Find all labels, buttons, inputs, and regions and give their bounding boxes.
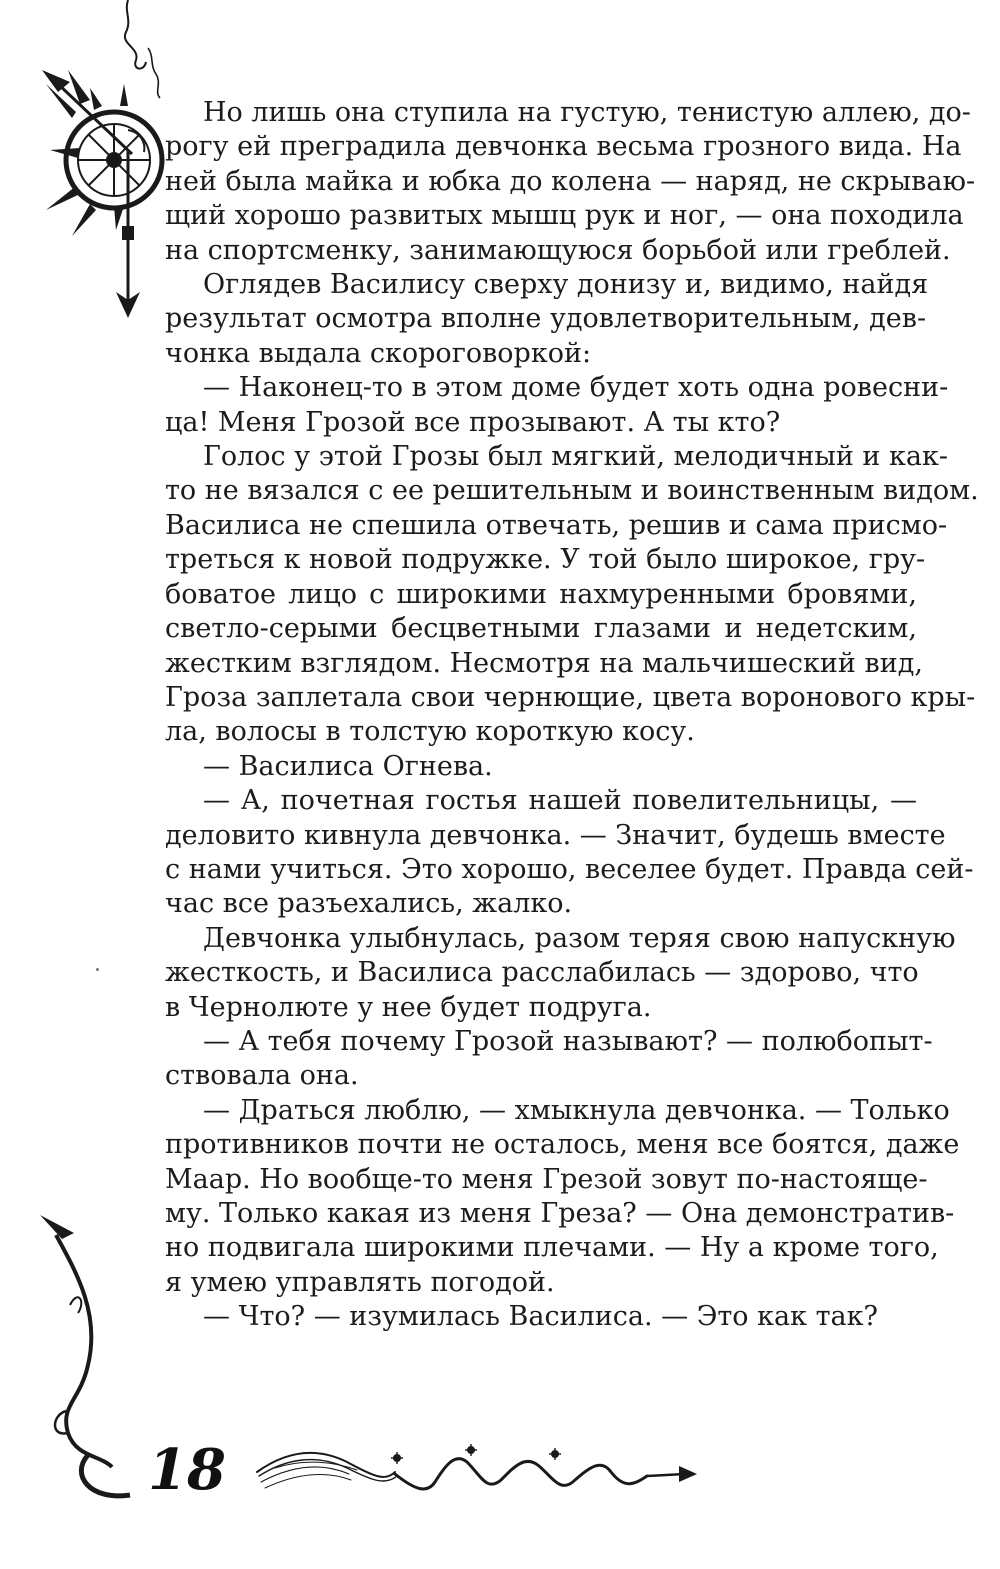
text-line: на спортсменку, занимающуюся борьбой или греблей. bbox=[165, 234, 951, 266]
text-line: Маар. Но вообще-то меня Грезой зовут по-настояще- bbox=[165, 1163, 928, 1195]
body-text bbox=[165, 96, 979, 1335]
text-line: ствовала она. bbox=[165, 1060, 359, 1092]
text-line: — А тебя почему Грозой называют? — полюбопыт- bbox=[203, 1025, 933, 1057]
text-line: ла, волосы в толстую короткую косу. bbox=[165, 716, 695, 748]
print-speck bbox=[96, 968, 99, 971]
text-line: боватое лицо с широкими нахмуренными бровями, bbox=[165, 578, 917, 610]
text-line: ней была майка и юбка до колена — наряд, не скрываю- bbox=[165, 165, 976, 197]
text-line: но подвигала широкими плечами. — Ну а кроме того, bbox=[165, 1232, 939, 1264]
text-line: — Наконец-то в этом доме будет хоть одна ровесни- bbox=[203, 372, 949, 404]
text-line: Оглядев Василису сверху донизу и, видимо, найдя bbox=[203, 269, 929, 301]
paragraph bbox=[165, 96, 976, 268]
text-line: в Чернолюте у нее будет подруга. bbox=[165, 991, 652, 1023]
paragraph bbox=[165, 440, 979, 750]
text-line: результат осмотра вполне удовлетворительным, дев- bbox=[165, 303, 927, 335]
text-line: Василиса не спешила отвечать, решив и сама присмо- bbox=[165, 509, 948, 541]
text-line: Голос у этой Грозы был мягкий, мелодичный и как- bbox=[203, 441, 948, 473]
paragraph bbox=[165, 1094, 960, 1300]
paragraph bbox=[165, 750, 917, 784]
text-line: деловито кивнула девчонка. — Значит, будешь вместе bbox=[165, 819, 946, 851]
text-line: Девчонка улыбнулась, разом теряя свою напускную bbox=[203, 922, 956, 954]
compass-arrow-ornament-icon bbox=[28, 0, 168, 330]
text-line: ца! Меня Грозой все прозывают. А ты кто? bbox=[165, 406, 781, 438]
text-line: треться к новой подружке. У той было широкое, гру- bbox=[165, 544, 926, 576]
paragraph bbox=[165, 371, 949, 440]
text-line: Гроза заплетала свои чернющие, цвета воронового кры- bbox=[165, 681, 976, 713]
page-number: 18 bbox=[148, 1437, 226, 1503]
paragraph bbox=[165, 1025, 933, 1094]
text-line: я умею управлять погодой. bbox=[165, 1266, 555, 1298]
text-line: жестким взглядом. Несмотря на мальчишеский вид, bbox=[165, 647, 923, 679]
text-line: щий хорошо развитых мышц рук и ног, — она походила bbox=[165, 200, 964, 232]
text-line: рогу ей преградила девчонка весьма грозного вида. На bbox=[165, 131, 962, 163]
paragraph bbox=[165, 922, 956, 1025]
text-line: — Что? — изумилась Василиса. — Это как так? bbox=[203, 1301, 878, 1333]
wave-arrow-ornament-icon bbox=[255, 1432, 700, 1512]
paragraph bbox=[165, 268, 929, 371]
paragraph bbox=[165, 1300, 917, 1334]
paragraph bbox=[165, 784, 974, 922]
text-line: — Драться люблю, — хмыкнула девчонка. — Только bbox=[203, 1094, 950, 1126]
text-line: чонка выдала скороговоркой: bbox=[165, 337, 592, 369]
text-line: му. Только какая из меня Греза? — Она демонстратив- bbox=[165, 1198, 955, 1229]
text-line: — А, почетная гостья нашей повелительницы, — bbox=[203, 785, 917, 817]
text-line: жесткость, и Василиса расслабилась — здорово, что bbox=[165, 957, 919, 989]
text-line: Но лишь она ступила на густую, тенистую аллею, до- bbox=[203, 97, 971, 128]
text-line: с нами учиться. Это хорошо, веселее будет. Правда сей- bbox=[165, 853, 974, 885]
text-line: светло-серыми бесцветными глазами и недетским, bbox=[165, 613, 917, 645]
curl-arrow-ornament-icon bbox=[30, 1205, 150, 1505]
text-line: противников почти не осталось, меня все боятся, даже bbox=[165, 1129, 960, 1161]
text-line: час все разъехались, жалко. bbox=[165, 888, 573, 920]
text-line: то не вязался с ее решительным и воинственным видом. bbox=[165, 475, 979, 507]
text-line: — Василиса Огнева. bbox=[203, 750, 493, 782]
